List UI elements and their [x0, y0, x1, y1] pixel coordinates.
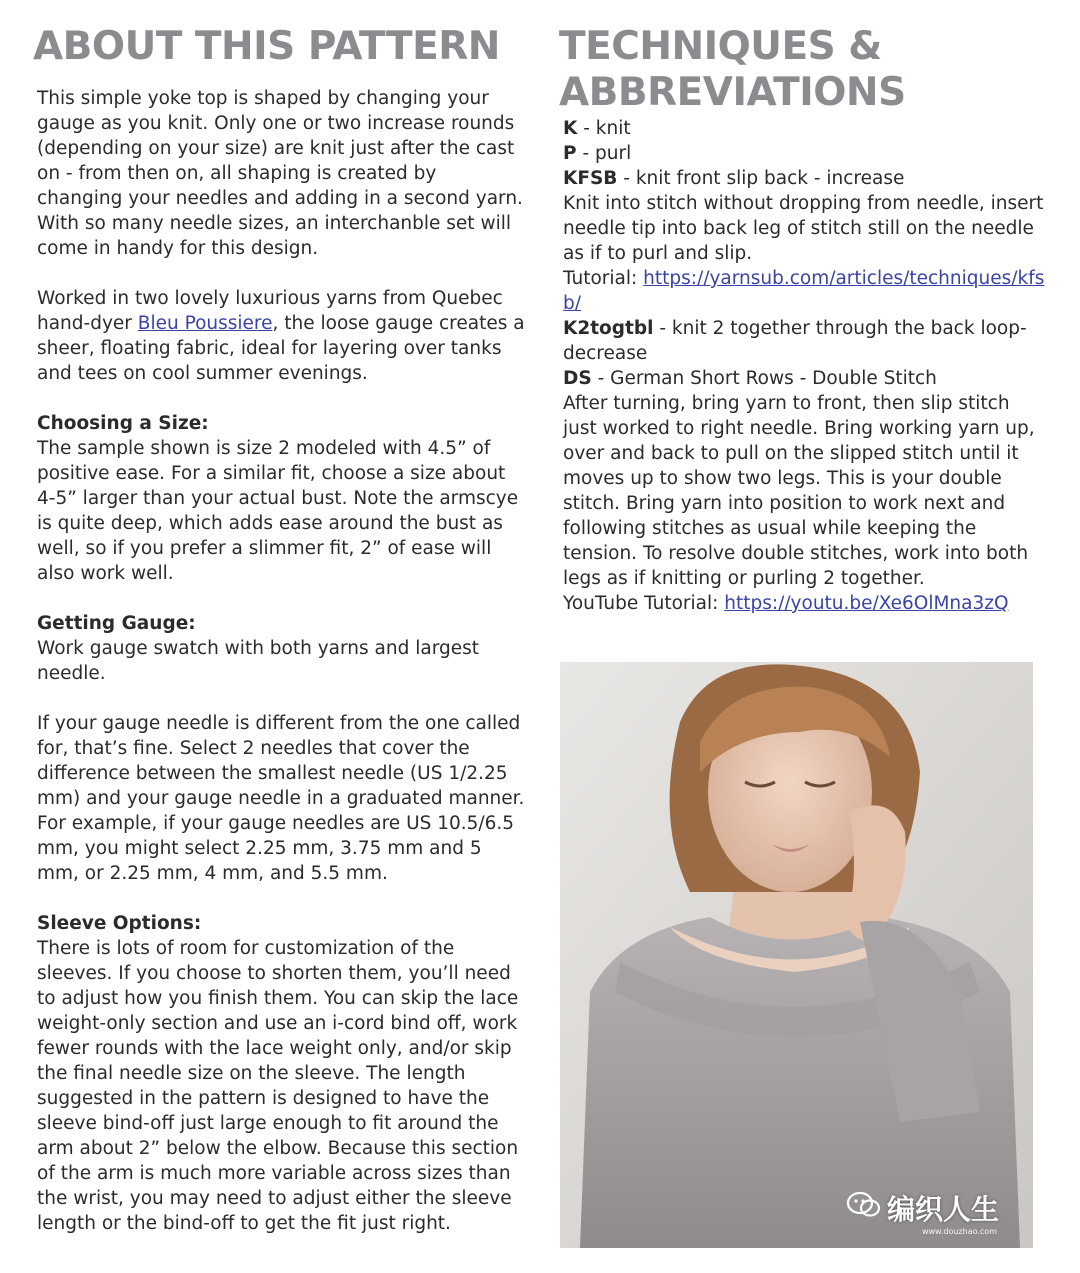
- techniques-title-line1: TECHNIQUES &: [559, 24, 882, 69]
- getting-gauge-heading: Getting Gauge:: [37, 613, 196, 634]
- abbr-k2togtbl-desc: - knit 2 together through the back loop-decrease: [563, 318, 1027, 364]
- getting-gauge-section: [37, 611, 527, 686]
- abbr-ds: [563, 366, 1048, 391]
- ds-instructions: After turning, bring yarn to front, then slip stitch just worked to right needle. Bring working yarn up, over and back to pull on the slipped stitch until it moves up to show two legs. This is your double stitch. Bring yarn into position to work next and following stitches as usual while keeping the tension. To resolve double stitches, work into both legs as if knitting or purling 2 together.: [563, 393, 1035, 589]
- choosing-size-heading: Choosing a Size:: [37, 413, 209, 434]
- abbr-k2togtbl-key: K2togtbl: [563, 318, 654, 339]
- kfsb-tutorial-label: Tutorial:: [563, 268, 644, 289]
- about-pattern-title: ABOUT THIS PATTERN: [33, 24, 500, 69]
- abbr-kfsb: [563, 166, 1048, 191]
- kfsb-tutorial-link[interactable]: https://yarnsub.com/articles/techniques/kfsb/: [563, 268, 1045, 314]
- kfsb-tutorial: [563, 266, 1048, 316]
- choosing-size-text: The sample shown is size 2 modeled with 4.5” of positive ease. For a similar fit, choose a size about 4-5” larger than your actual bust. Note the armscye is quite deep, which adds ease around the bust as well, so if you prefer a slimmer fit, 2” of ease will also work well.: [37, 438, 519, 584]
- intro-paragraph: This simple yoke top is shaped by changing your gauge as you knit. Only one or two increase rounds (depending on your size) are knit just after the cast on - from then on, all shaping is created by changing your needles and adding in a second yarn. With so many needle sizes, an interchanble set will come in handy for this design.: [37, 88, 523, 259]
- youtube-tutorial-link[interactable]: https://youtu.be/Xe6OlMna3zQ: [724, 593, 1009, 614]
- yarns-paragraph: [37, 286, 527, 386]
- choosing-size-section: [37, 411, 527, 586]
- sleeve-options-heading: Sleeve Options:: [37, 913, 202, 934]
- abbr-p: [563, 141, 1048, 166]
- about-pattern-column: [33, 24, 527, 1236]
- watermark-url: www.douzhao.com: [921, 1227, 997, 1236]
- bleu-poussiere-link[interactable]: Bleu Poussiere: [137, 313, 273, 334]
- youtube-tutorial-label: YouTube Tutorial:: [563, 593, 725, 614]
- sleeve-options-section: [37, 911, 527, 1236]
- techniques-title-line2: ABBREVIATIONS: [559, 70, 906, 115]
- getting-gauge-text: Work gauge swatch with both yarns and largest needle.: [37, 638, 479, 684]
- techniques-column: [559, 24, 1048, 616]
- gauge-needle-paragraph: If your gauge needle is different from the one called for, that’s fine. Select 2 needles that cover the difference between the smallest needle (US 1/2.25 mm) and your gauge needle in a graduated manner. For example, if your gauge needles are US 10.5/6.5 mm, you might select 2.25 mm, 3.75 mm and 5 mm, or 2.25 mm, 4 mm, and 5.5 mm.: [37, 713, 525, 884]
- abbr-ds-desc: - German Short Rows - Double Stitch: [591, 368, 937, 389]
- kfsb-instructions: Knit into stitch without dropping from needle, insert needle tip into back leg of stitch still on the needle as if to purl and slip.: [563, 193, 1044, 264]
- abbr-p-desc: - purl: [576, 143, 632, 164]
- model-photo-illustration: [560, 662, 1033, 1248]
- watermark-text: 编织人生: [886, 1193, 999, 1226]
- model-photo: [560, 662, 1033, 1248]
- youtube-tutorial: [563, 591, 1048, 616]
- abbr-ds-key: DS: [563, 368, 592, 389]
- abbr-kfsb-key: KFSB: [563, 168, 618, 189]
- yarns-text-before: Worked in two lovely luxurious yarns from Quebec hand-dyer: [37, 288, 503, 334]
- watermark: [847, 1188, 999, 1228]
- techniques-title: [559, 24, 1048, 116]
- sleeve-options-text: There is lots of room for customization of the sleeves. If you choose to shorten them, you’ll need to adjust how you finish them. You can skip the lace weight-only section and use an i-cord bind off, work fewer rounds with the lace weight only, and/or skip the final needle size on the sleeve. The length suggested in the pattern is designed to have the sleeve bind-off just large enough to fit around the arm about 2” below the elbow. Because this section of the arm is much more variable across sizes than the wrist, you may need to adjust either the sleeve length or the bind-off to get the fit just right.: [37, 938, 519, 1234]
- abbr-k2togtbl: [563, 316, 1048, 366]
- abbr-k-desc: - knit: [577, 118, 631, 139]
- wechat-icon: [847, 1191, 881, 1226]
- abbr-k-key: K: [563, 118, 578, 139]
- yarns-text-after: , the loose gauge creates a sheer, floating fabric, ideal for layering over tanks and tees on cool summer evenings.: [37, 313, 525, 384]
- abbr-kfsb-desc: - knit front slip back - increase: [617, 168, 905, 189]
- abbr-p-key: P: [563, 143, 577, 164]
- abbreviation-list: [563, 116, 1048, 616]
- abbr-k: [563, 116, 1048, 141]
